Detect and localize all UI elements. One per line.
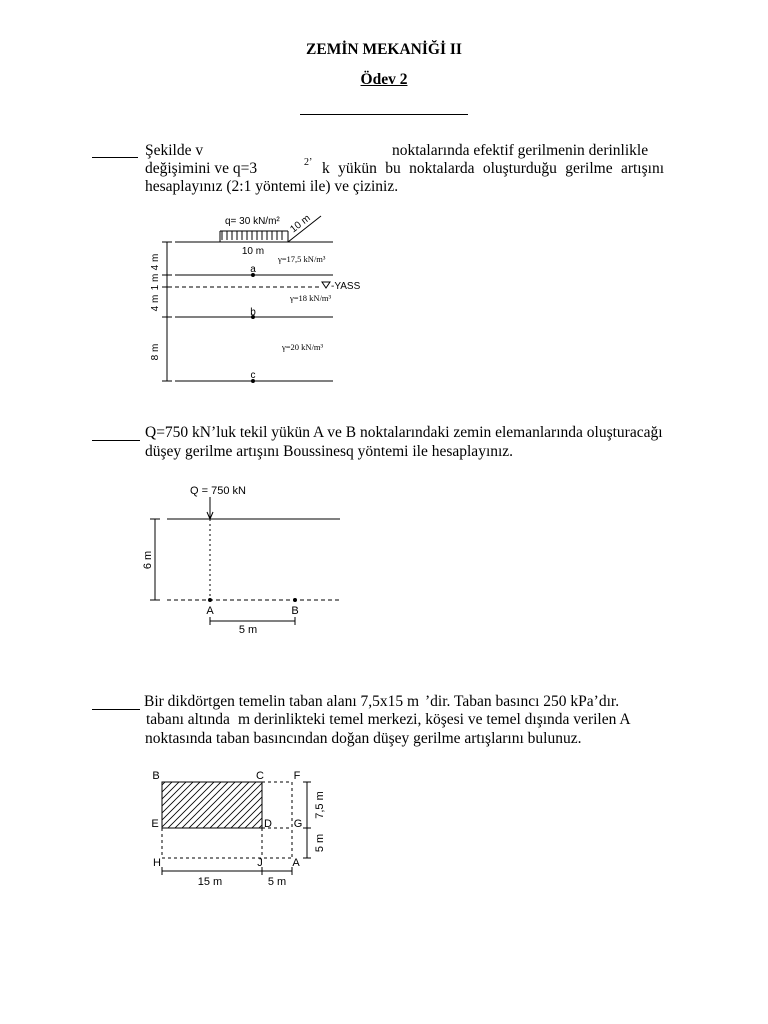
- distance-label: 5 m: [238, 624, 258, 636]
- layer-thickness-label-3: 4 m: [150, 294, 161, 312]
- corner-label-D: D: [264, 818, 272, 830]
- unit-weight-label-1: γ=17,5 kN/m³: [278, 254, 326, 264]
- unit-weight-label-3: γ=20 kN/m³: [282, 342, 324, 352]
- problem-1-superscript: 2’: [304, 157, 313, 168]
- point-load-figure: [130, 478, 360, 638]
- layer-thickness-label-4: 8 m: [150, 343, 161, 361]
- layer-thickness-label-1: 4 m: [150, 253, 161, 271]
- load-width-label: 10 m: [241, 246, 265, 257]
- point-c-label: c: [250, 370, 256, 381]
- point-b-label: b: [250, 307, 256, 318]
- soil-profile-figure: [140, 205, 380, 395]
- name-blank-line: [300, 114, 468, 115]
- height-upper-label: 7,5 m: [314, 791, 326, 819]
- problem-3-text-line-1a: Bir dikdörtgen temelin taban alanı 7,5x15 m: [144, 693, 420, 710]
- rectangular-foundation-figure: [140, 765, 340, 890]
- height-lower-label: 5 m: [314, 833, 326, 853]
- problem-1-score-blank: [92, 157, 138, 158]
- problem-3-text-line-1b: ’dir. Taban basıncı 250 kPa’dır.: [425, 693, 620, 710]
- problem-1-text-line-3: hesaplayınız (2:1 yöntemi ile) ve çiziniz.: [145, 178, 399, 195]
- page-subtitle: Ödev 2: [360, 71, 408, 88]
- problem-2-score-blank: [92, 440, 140, 441]
- corner-label-B: B: [152, 770, 160, 782]
- point-a-label: a: [250, 264, 256, 275]
- point-B-label: B: [291, 605, 299, 617]
- width-left-label: 15 m: [197, 876, 223, 888]
- problem-1-text-line-1a: Şekilde v: [145, 142, 204, 159]
- point-B-marker: [293, 598, 297, 602]
- problem-3-text-line-2a: tabanı altında: [146, 711, 230, 728]
- point-load-label: Q = 750 kN: [190, 485, 246, 497]
- corner-label-F: F: [293, 770, 301, 782]
- problem-3-text-line-3: noktasında taban basıncından doğan düşey gerilme artışlarını bulunuz.: [145, 730, 582, 747]
- problem-3-text-line-2b: m derinlikteki temel merkezi, köşesi ve temel dışında verilen A: [238, 711, 631, 728]
- distributed-load-arrows: [220, 231, 288, 242]
- corner-label-A: A: [292, 857, 300, 869]
- problem-3-score-blank: [92, 709, 140, 710]
- problem-1-text-line-2b: k yükün bu noktalarda oluşturduğu gerilme artışını: [322, 160, 664, 177]
- point-A-label: A: [206, 605, 214, 617]
- spread-length-label: 10 m: [288, 212, 313, 236]
- distributed-load-label: q= 30 kN/m²: [225, 216, 280, 227]
- unit-weight-label-2: γ=18 kN/m³: [290, 293, 332, 303]
- water-table-label: -YASS: [331, 281, 361, 292]
- width-right-label: 5 m: [267, 876, 287, 888]
- corner-label-G: G: [293, 818, 303, 830]
- problem-2-text-line-1: Q=750 kN’luk tekil yükün A ve B noktalarındaki zemin elemanlarında oluşturacağı: [145, 424, 663, 441]
- layer-thickness-label-2: 1 m: [150, 273, 161, 291]
- point-A-marker: [208, 598, 212, 602]
- water-table-icon: [322, 282, 330, 288]
- corner-label-J: J: [257, 857, 263, 869]
- corner-label-H: H: [153, 857, 161, 869]
- page-title: ZEMİN MEKANİĞİ II: [306, 41, 462, 58]
- problem-1-text-line-1b: noktalarında efektif gerilmenin derinlikle: [392, 142, 649, 159]
- corner-label-E: E: [151, 818, 159, 830]
- problem-2-text-line-2: düşey gerilme artışını Boussinesq yöntemi ile hesaplayınız.: [145, 443, 514, 460]
- foundation-area: [162, 782, 262, 828]
- depth-label: 6 m: [142, 550, 154, 570]
- problem-1-text-line-2a: değişimini ve q=3: [145, 160, 258, 177]
- corner-label-C: C: [256, 770, 264, 782]
